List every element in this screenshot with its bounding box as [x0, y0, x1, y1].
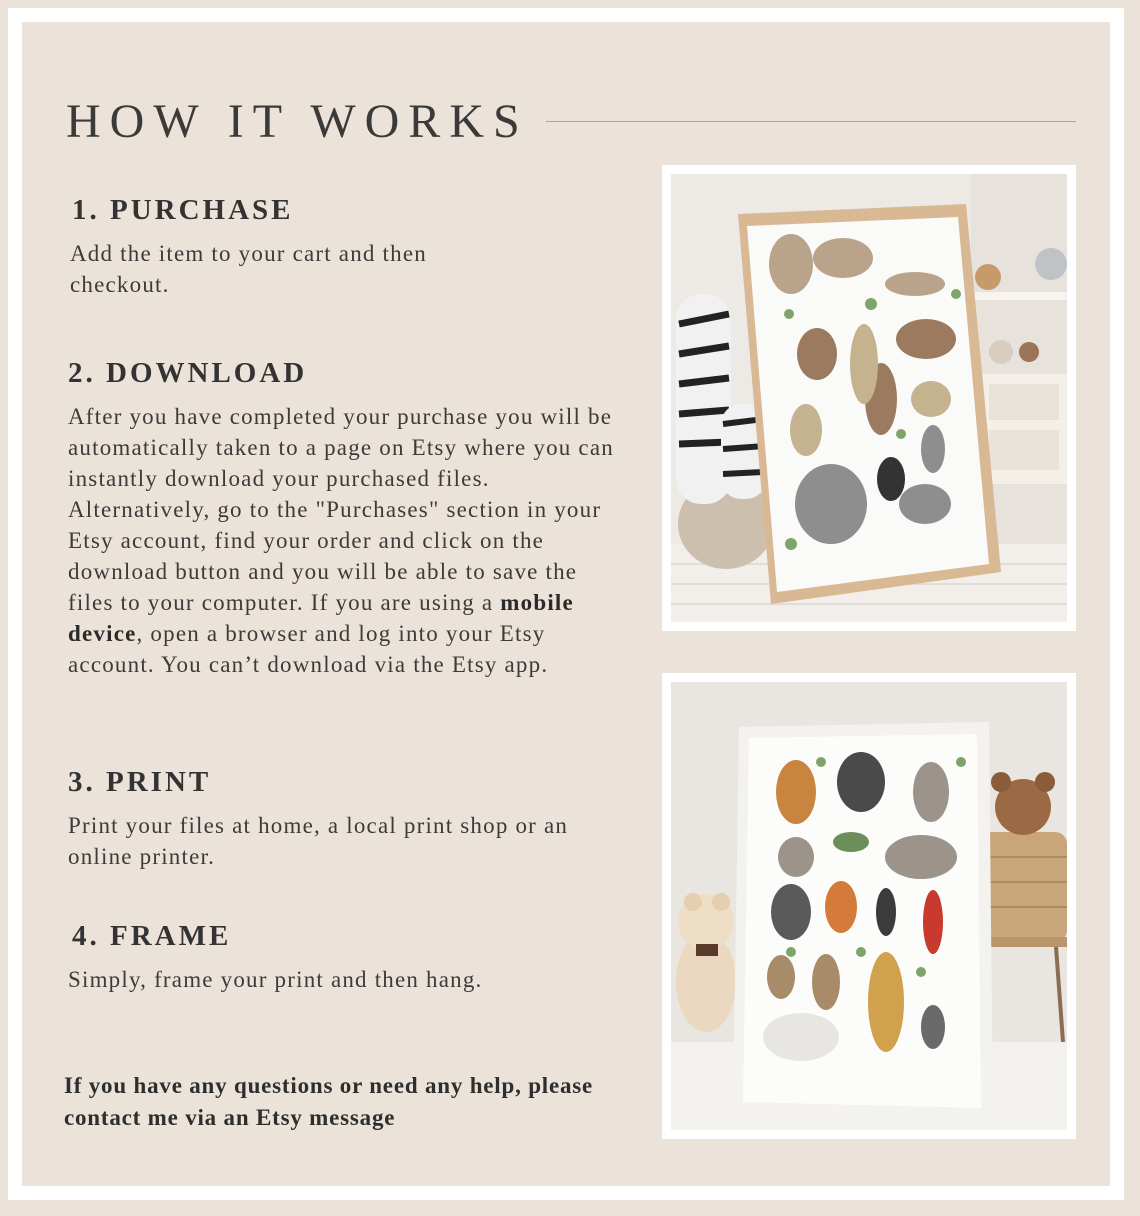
step-heading: 3. PRINT [68, 766, 212, 798]
product-photo-1 [662, 165, 1076, 631]
step-text-part: After you have completed your purchase you will be automatically taken to a page on Etsy where you can instantly download your purchased files. Alternatively, go to the "Purchases" section in your Etsy account, find your order and click on the download button and you will be able to save the files to your computer. If you are using a [68, 404, 614, 615]
page-title: HOW IT WORKS [66, 95, 529, 148]
nursery-scene-2 [671, 682, 1067, 1130]
step-purchase [68, 192, 628, 300]
title-divider [546, 121, 1076, 122]
step-frame [68, 918, 628, 995]
step-text: Simply, frame your print and then hang. [68, 967, 483, 992]
step-heading: 1. PURCHASE [72, 194, 294, 226]
step-print [68, 764, 628, 872]
nursery-scene-1 [671, 174, 1067, 622]
step-heading: 4. FRAME [72, 920, 232, 952]
step-download [68, 355, 628, 680]
step-heading: 2. DOWNLOAD [68, 357, 308, 389]
step-text [68, 401, 628, 680]
step-text-bold: mobile device [68, 590, 574, 646]
product-photo-2 [662, 673, 1076, 1139]
step-text: Add the item to your cart and then checkout. [70, 241, 427, 297]
step-text: Print your files at home, a local print shop or an online printer. [68, 813, 569, 869]
step-text-part: , open a browser and log into your Etsy account. You can’t download via the Etsy app. [68, 621, 549, 677]
contact-note: If you have any questions or need any help, please contact me via an Etsy message [64, 1073, 594, 1130]
